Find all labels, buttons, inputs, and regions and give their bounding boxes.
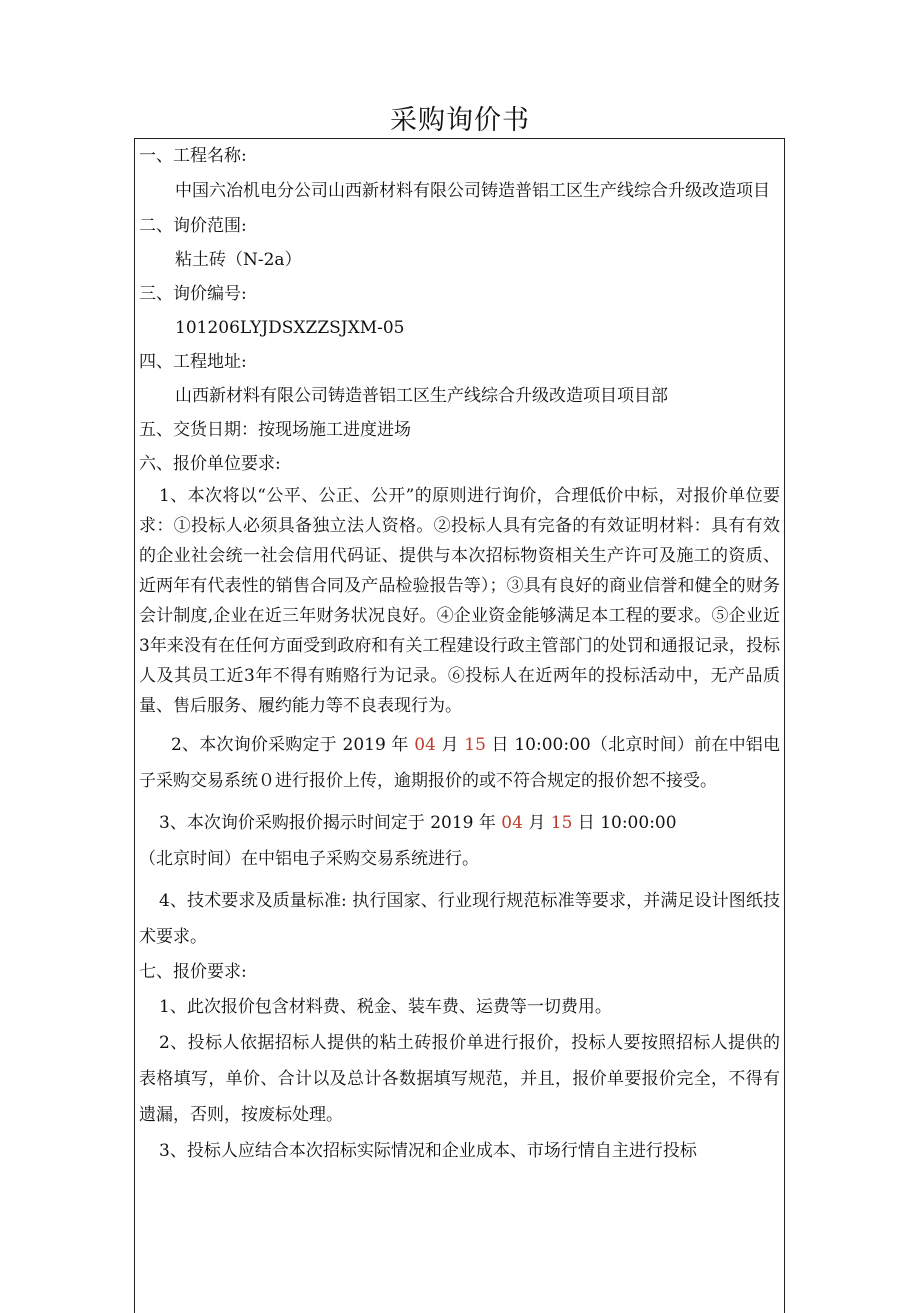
section-7-heading: 七、报价要求: <box>139 962 247 982</box>
inquiry-number: 101206LYJDSXZZSJXM-05 <box>175 318 405 338</box>
section-5-heading: 五、交货日期：按现场施工进度进场 <box>139 420 411 440</box>
section-2-heading: 二、询价范围: <box>139 216 247 236</box>
deadline-day: 15 <box>464 735 486 755</box>
section-6-heading: 六、报价单位要求: <box>139 454 281 474</box>
quote-requirement-2: 2、投标人依据招标人提供的粘土砖报价单进行报价，投标人要按照招标人提供的表格填写，单价、合计以及总计各数据填写规范，并且，报价单要报价完全，不得有遗漏，否则，按废标处理。 <box>139 1033 780 1125</box>
inquiry-table <box>134 138 785 1313</box>
page-title: 采购询价书 <box>390 105 530 136</box>
bidder-requirement-4: 4、技术要求及质量标准: 执行国家、行业现行规范标准等要求，并满足设计图纸技术要求。 <box>139 891 780 947</box>
project-address: 山西新材料有限公司铸造普铝工区生产线综合升级改造项目项目部 <box>175 386 668 406</box>
quote-requirement-3: 3、投标人应结合本次招标实际情况和企业成本、市场行情自主进行投标 <box>159 1141 697 1161</box>
deadline-month: 04 <box>414 735 436 755</box>
reveal-day: 15 <box>550 813 573 833</box>
section-1-heading: 一、工程名称: <box>139 146 247 166</box>
bidder-requirement-3: 3、本次询价采购报价揭示时间定于 2019 年 04 月 15 日 10:00:00 （北京时间）在中铝电子采购交易系统进行。 <box>139 813 677 869</box>
reveal-month: 04 <box>501 813 523 833</box>
section-3-heading: 三、询价编号: <box>139 284 247 304</box>
section-4-heading: 四、工程地址: <box>139 352 247 372</box>
inquiry-scope: 粘土砖（N-2a） <box>175 250 302 270</box>
bidder-requirement-2: 2、本次询价采购定于 2019 年 04 月 15 日 10:00:00（北京时间）前在中铝电子采购交易系统０进行报价上传，逾期报价的或不符合规定的报价恕不接受。 <box>139 735 780 791</box>
quote-requirement-1: 1、此次报价包含材料费、税金、装车费、运费等一切费用。 <box>159 997 612 1017</box>
project-name: 中国六冶机电分公司山西新材料有限公司铸造普铝工区生产线综合升级改造项目 <box>175 181 770 201</box>
bidder-requirement-1: 1、本次将以“公平、公正、公开”的原则进行询价，合理低价中标，对报价单位要求：①投标人必须具备独立法人资格。②投标人具有完备的有效证明材料：具有有效的企业社会统一社会信用代码证、提供与本次招标物资相关生产许可及施工的资质、近两年有代表性的销售合同及产品检验报告等）；③具有良好的商业信誉和健全的财务会计制度,企业在近三年财务状况良好。④企业资金能够满足本工程的要求。⑤企业近3年来没有在任何方面受到政府和有关工程建设行政主管部门的处罚和通报记录，投标人及其员工近3年不得有贿赂行为记录。⑥投标人在近两年的投标活动中，无产品质量、售后服务、履约能力等不良表现行为。 <box>139 486 780 716</box>
inquiry-content <box>139 139 780 1169</box>
